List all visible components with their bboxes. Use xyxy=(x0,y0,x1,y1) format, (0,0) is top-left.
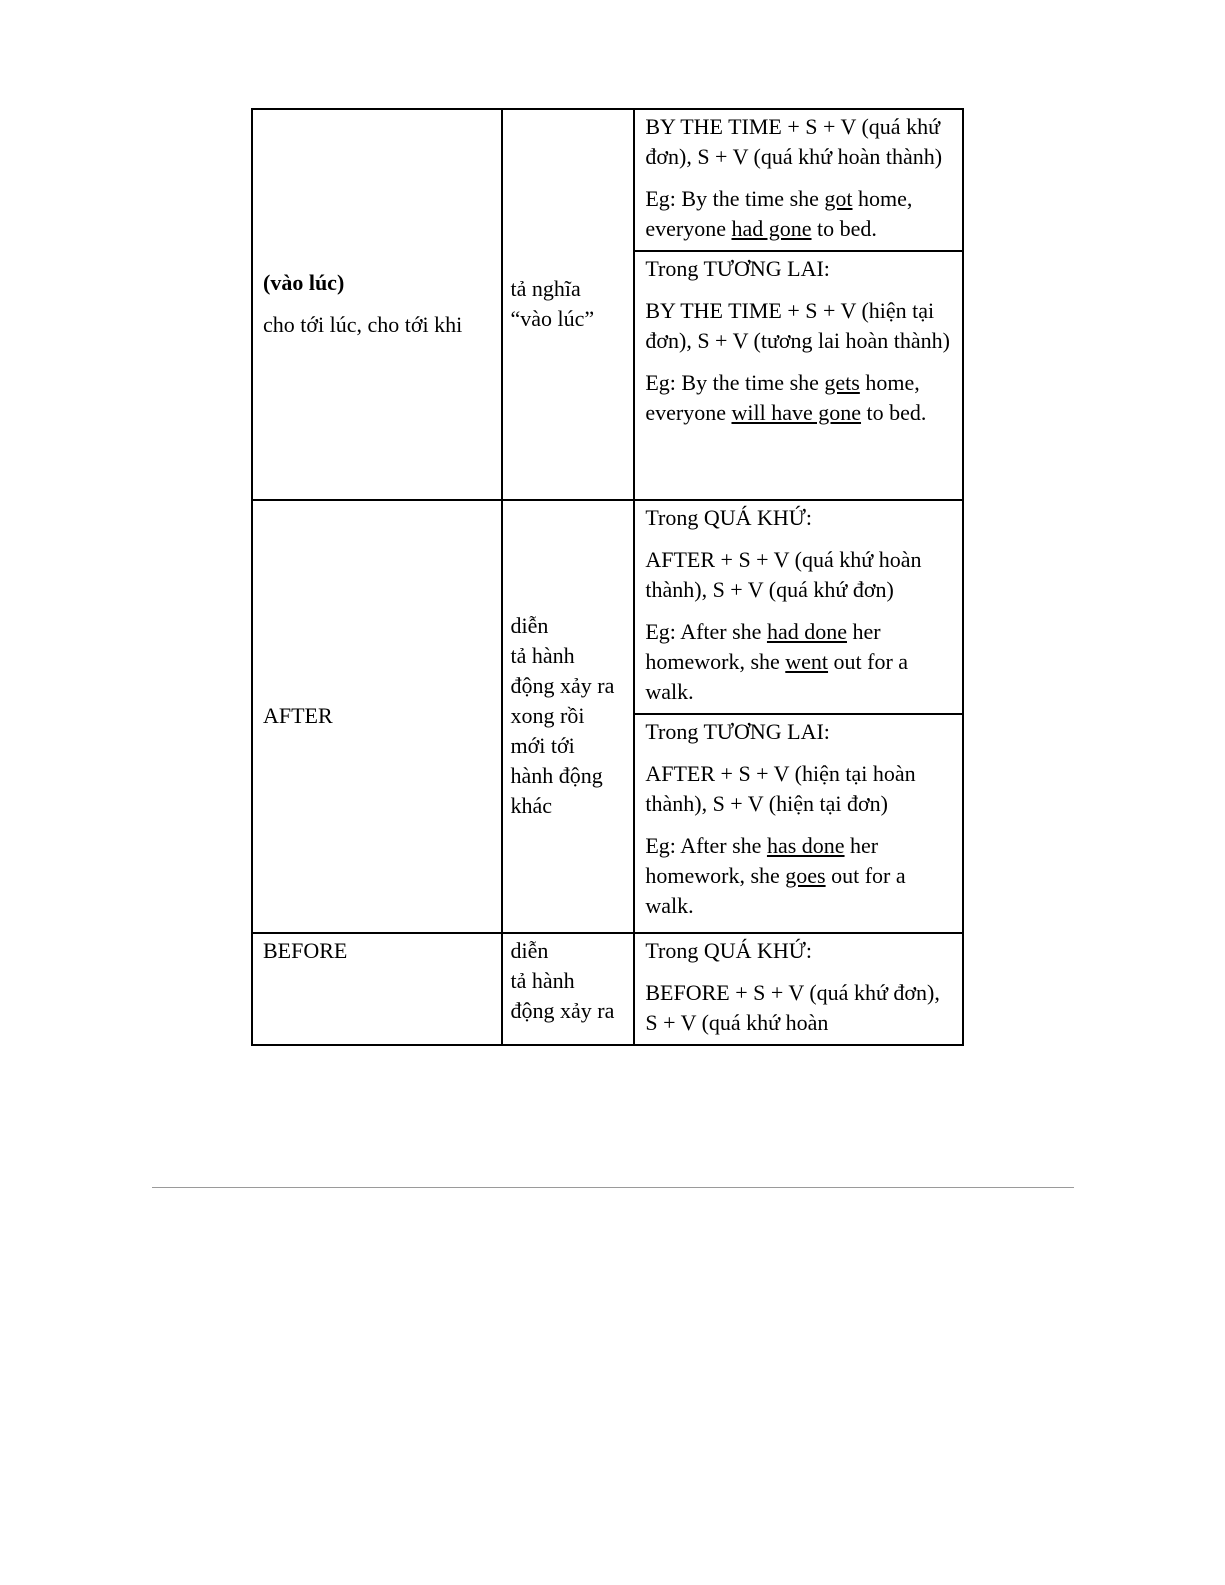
description-cell xyxy=(502,933,635,1045)
page-divider xyxy=(152,1187,1074,1188)
example-text: Eg: By the time she gets home, everyone will have gone to bed. xyxy=(645,370,927,425)
usage-past xyxy=(635,110,962,250)
usage-past xyxy=(635,934,962,1044)
term-text: BEFORE xyxy=(263,937,348,963)
usage-heading: Trong TƯƠNG LAI: xyxy=(645,256,830,281)
description-cell xyxy=(502,109,635,500)
description-text: diễn tả hành động xảy ra xyxy=(510,937,615,1023)
description-text: tả nghĩa “vào lúc” xyxy=(510,276,595,332)
usage-past xyxy=(635,501,962,713)
description-cell xyxy=(502,500,635,933)
usage-heading: Trong QUÁ KHỨ: xyxy=(645,504,812,530)
term-cell xyxy=(252,500,502,933)
usage-future xyxy=(635,713,962,927)
formula-text: BEFORE + S + V (quá khứ đơn), S + V (quá khứ hoàn xyxy=(645,979,940,1035)
formula-text: BY THE TIME + S + V (quá khứ đơn), S + V (quá khứ hoàn thành) xyxy=(645,114,943,169)
usage-future xyxy=(635,250,962,434)
example-text: Eg: After she has done her homework, she goes out for a walk. xyxy=(645,832,906,918)
description-text: diễn tả hành động xảy ra xong rồi mới tới hành động khác xyxy=(510,613,615,819)
usage-heading: Trong TƯƠNG LAI: xyxy=(645,718,830,744)
term-meaning: cho tới lúc, cho tới khi xyxy=(263,312,463,338)
table-row xyxy=(252,500,963,933)
grammar-table xyxy=(251,108,964,1046)
example-text: Eg: After she had done her homework, she went out for a walk. xyxy=(645,618,909,704)
table-row xyxy=(252,109,963,500)
usage-cell xyxy=(634,500,963,933)
example-text: Eg: By the time she got home, everyone had gone to bed. xyxy=(645,186,913,241)
formula-text: BY THE TIME + S + V (hiện tại đơn), S + V (tương lai hoàn thành) xyxy=(645,298,951,353)
term-bold: (vào lúc) xyxy=(263,270,345,296)
term-text: AFTER xyxy=(263,703,333,729)
usage-cell xyxy=(634,109,963,500)
term-cell xyxy=(252,933,502,1045)
formula-text: AFTER + S + V (hiện tại hoàn thành), S + V (hiện tại đơn) xyxy=(645,760,916,816)
formula-text: AFTER + S + V (quá khứ hoàn thành), S + V (quá khứ đơn) xyxy=(645,546,922,602)
usage-heading: Trong QUÁ KHỨ: xyxy=(645,937,812,963)
table-row xyxy=(252,933,963,1045)
term-cell xyxy=(252,109,502,500)
usage-cell xyxy=(634,933,963,1045)
